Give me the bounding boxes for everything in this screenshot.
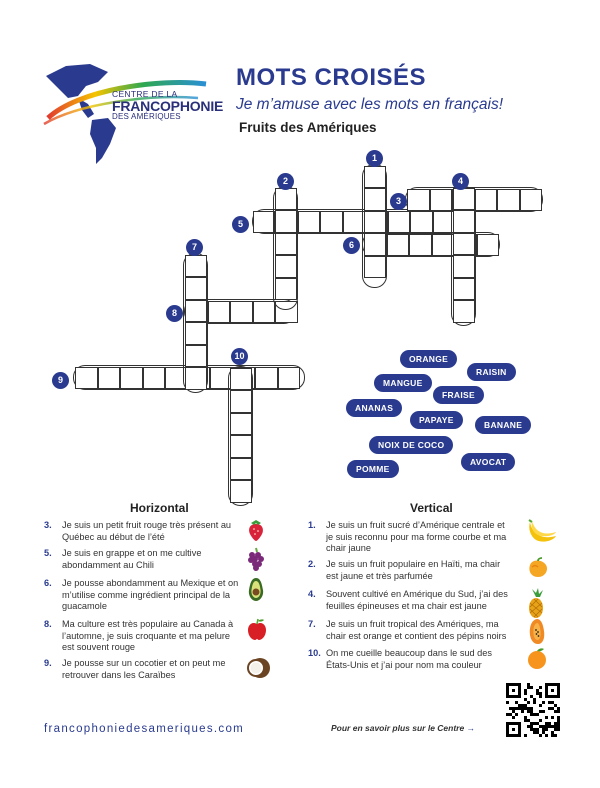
grid-cell[interactable] <box>453 278 476 301</box>
clue-number-badge: 8 <box>166 305 183 322</box>
word-bank-pill: ORANGE <box>400 350 457 368</box>
coconut-icon <box>246 656 272 685</box>
grid-cell[interactable] <box>185 255 208 278</box>
grid-cell[interactable] <box>453 210 476 233</box>
grid-cell[interactable] <box>75 367 98 390</box>
grid-cell[interactable] <box>430 189 453 212</box>
grid-cell[interactable] <box>275 255 298 278</box>
clue-number-badge: 5 <box>232 216 249 233</box>
clue-text: Je suis un fruit tropical des Amériques, ma chair est orange et contient des pépins noirs <box>326 619 507 641</box>
grid-cell[interactable] <box>185 367 208 390</box>
grid-cell[interactable] <box>364 166 387 189</box>
grid-cell[interactable] <box>275 278 298 301</box>
clue-number-badge: 6 <box>343 237 360 254</box>
grid-cell[interactable] <box>143 367 166 390</box>
grid-cell[interactable] <box>255 367 278 390</box>
grid-cell[interactable] <box>185 322 208 345</box>
clue-number: 1. <box>308 520 316 530</box>
clue-number: 7. <box>308 619 316 629</box>
strawberry-icon <box>246 518 266 547</box>
clue-number-badge: 2 <box>277 173 294 190</box>
grid-cell[interactable] <box>364 188 387 211</box>
clue-number-badge: 7 <box>186 239 203 256</box>
word-bank-pill: AVOCAT <box>461 453 515 471</box>
clue-number: 3. <box>44 520 52 530</box>
word-bank-pill: MANGUE <box>374 374 432 392</box>
grid-cell[interactable] <box>388 211 411 234</box>
clue-text: Ma culture est très populaire au Canada à l’automne, je suis croquante et ma pelure est souvent rouge <box>62 619 234 652</box>
grid-cell[interactable] <box>230 301 253 324</box>
clue-number: 10. <box>308 648 321 658</box>
grid-cell[interactable] <box>253 211 276 234</box>
grid-cell[interactable] <box>407 189 430 212</box>
qr-code[interactable] <box>506 683 560 737</box>
clue-text: Je pousse abondamment au Mexique et on m’utilise comme ingrédient principal de la guacamole <box>62 578 239 611</box>
grid-cell[interactable] <box>230 458 253 481</box>
clue-text: Je suis un fruit sucré d’Amérique centrale et je suis reconnu pour ma forme courbe et ma chair jaune <box>326 520 507 553</box>
grid-cell[interactable] <box>364 233 387 256</box>
grid-cell[interactable] <box>410 211 433 234</box>
grid-cell[interactable] <box>120 367 143 390</box>
grid-cell[interactable] <box>387 234 410 257</box>
clue-number-badge: 3 <box>390 193 407 210</box>
grid-cell[interactable] <box>453 300 476 323</box>
footer-cta <box>331 723 475 733</box>
grid-cell[interactable] <box>185 300 208 323</box>
grid-cell[interactable] <box>275 233 298 256</box>
grid-cell[interactable] <box>298 211 321 234</box>
clue-text: On me cueille beaucoup dans le sud des États-Unis et j’ai pour nom ma couleur <box>326 648 492 670</box>
logo-text <box>112 90 223 121</box>
clue-number: 5. <box>44 548 52 558</box>
grid-cell[interactable] <box>275 210 298 233</box>
word-bank-pill: NOIX DE COCO <box>369 436 453 454</box>
grid-cell[interactable] <box>453 188 476 211</box>
footer-url[interactable]: francophoniedesameriques.com <box>44 723 245 735</box>
clue-text: Je suis un petit fruit rouge très présent au Québec au début de l’été <box>62 520 232 542</box>
grid-cell[interactable] <box>98 367 121 390</box>
grid-cell[interactable] <box>230 480 253 503</box>
word-bank-pill: FRAISE <box>433 386 484 404</box>
footer-cta-text: Pour en savoir plus sur le Centre <box>331 723 465 733</box>
clue-number: 8. <box>44 619 52 629</box>
grid-cell[interactable] <box>477 234 500 257</box>
grid-cell[interactable] <box>520 189 543 212</box>
avocado-icon <box>246 576 266 607</box>
vertical-title: Vertical <box>410 501 453 515</box>
grapes-icon <box>246 546 266 577</box>
arrow-right-icon: → <box>466 723 476 733</box>
qr-code-icon <box>506 683 560 737</box>
grid-cell[interactable] <box>230 390 253 413</box>
grid-cell[interactable] <box>497 189 520 212</box>
puzzle-theme: Fruits des Amériques <box>239 120 377 135</box>
orange-icon <box>526 646 548 675</box>
grid-cell[interactable] <box>275 188 298 211</box>
logo-line2: FRANCOPHONIE <box>112 97 224 114</box>
banana-icon <box>526 518 558 549</box>
clue-number: 2. <box>308 559 316 569</box>
word-bank-pill: POMME <box>347 460 399 478</box>
clue-number-badge: 10 <box>231 348 248 365</box>
grid-cell[interactable] <box>320 211 343 234</box>
clue-number-badge: 4 <box>452 173 469 190</box>
grid-cell[interactable] <box>453 255 476 278</box>
clue-text: Je suis un fruit populaire en Haïti, ma chair est jaune et très parfumée <box>326 559 501 581</box>
word-bank-pill: ANANAS <box>346 399 402 417</box>
page-subtitle: Je m’amuse avec les mots en français! <box>236 96 504 113</box>
word-bank-pill: PAPAYE <box>410 411 463 429</box>
grid-cell[interactable] <box>230 413 253 436</box>
word-bank-pill: RAISIN <box>467 363 516 381</box>
clue-number: 4. <box>308 589 316 599</box>
clue-text: Je pousse sur un cocotier et on peut me retrouver dans les Caraïbes <box>62 658 226 680</box>
grid-cell[interactable] <box>409 234 432 257</box>
grid-cell[interactable] <box>230 368 253 391</box>
grid-cell[interactable] <box>185 345 208 368</box>
clue-text: Souvent cultivé en Amérique du Sud, j’ai des feuilles épineuses et ma chair est jaune <box>326 589 508 611</box>
clue-text: Je suis en grappe et on me cultive abondamment au Chili <box>62 548 202 570</box>
mango-icon <box>526 557 550 584</box>
logo-line1: CENTRE DE LA <box>112 89 178 99</box>
grid-cell[interactable] <box>278 367 301 390</box>
logo-line3: DES AMÉRIQUES <box>112 111 181 121</box>
clue-number: 9. <box>44 658 52 668</box>
word-bank-pill: BANANE <box>475 416 531 434</box>
grid-cell[interactable] <box>364 211 387 234</box>
grid-cell[interactable] <box>185 277 208 300</box>
horizontal-title: Horizontal <box>130 501 189 515</box>
grid-cell[interactable] <box>364 256 387 279</box>
page-title: MOTS CROISÉS <box>236 64 427 91</box>
clue-number-badge: 1 <box>366 150 383 167</box>
grid-cell[interactable] <box>453 233 476 256</box>
apple-icon <box>246 617 268 646</box>
grid-cell[interactable] <box>253 301 276 324</box>
grid-cell[interactable] <box>230 435 253 458</box>
clue-number-badge: 9 <box>52 372 69 389</box>
grid-cell[interactable] <box>475 189 498 212</box>
clue-number: 6. <box>44 578 52 588</box>
grid-cell[interactable] <box>208 301 231 324</box>
